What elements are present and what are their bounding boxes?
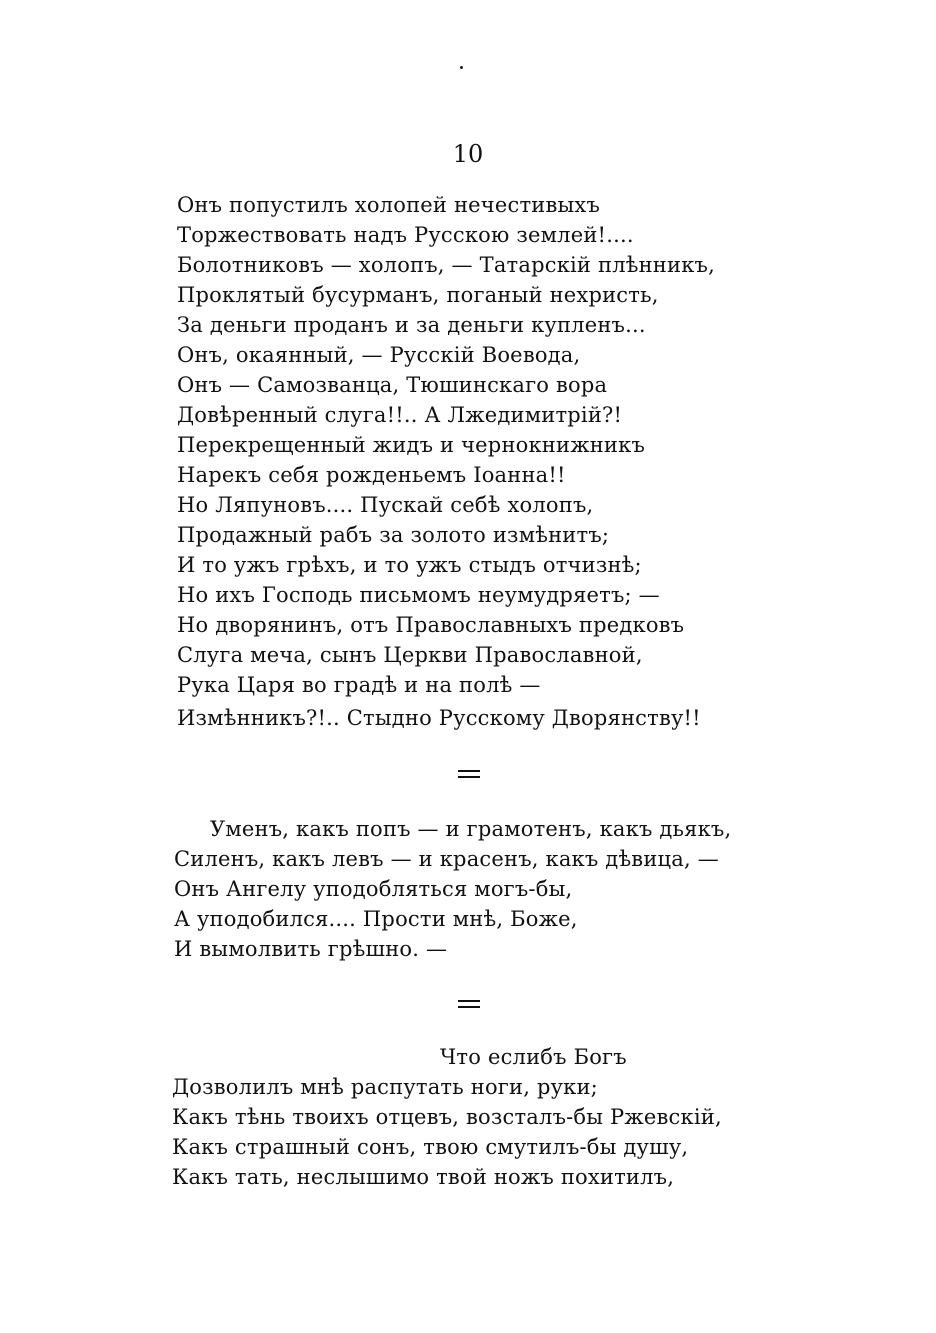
verse-line: Что еслибъ Богъ <box>440 1045 627 1069</box>
verse-line: И вымолвить грѣшно. — <box>174 937 448 961</box>
verse-line: Уменъ, какъ попъ — и грамотенъ, какъ дьякъ, <box>210 817 732 841</box>
verse-line: Довѣренный слуга!!.. А Лжедимитрій?! <box>177 403 623 427</box>
verse-line: А уподобился.... Прости мнѣ, Боже, <box>174 907 578 931</box>
verse-line: Продажный рабъ за золото измѣнитъ; <box>177 523 610 547</box>
verse-line: Какъ тать, неслышимо твой ножъ похитилъ, <box>172 1165 675 1189</box>
verse-line: Нарекъ себя рожденьемъ Іоанна!! <box>177 463 566 487</box>
section-divider <box>458 1000 480 1008</box>
verse-line: Измѣнникъ?!.. Стыдно Русскому Дворянству!! <box>177 706 701 730</box>
verse-line: Какъ страшный сонъ, твою смутилъ-бы душу, <box>172 1135 689 1159</box>
verse-line: Торжествовать надъ Русскою землей!.... <box>177 223 634 247</box>
verse-line: Какъ тѣнь твоихъ отцевъ, возсталъ-бы Ржевскій, <box>172 1105 722 1129</box>
verse-line: Дозволилъ мнѣ распутать ноги, руки; <box>172 1075 598 1099</box>
verse-line: Онъ, окаянный, — Русскій Воевода, <box>177 343 581 367</box>
verse-line: Слуга меча, сынъ Церкви Православной, <box>177 643 643 667</box>
verse-line: Проклятый бусурманъ, поганый нехристь, <box>177 283 659 307</box>
page-number: 10 <box>452 140 484 168</box>
verse-line: Силенъ, какъ левъ — и красенъ, какъ дѣвица, — <box>174 847 719 871</box>
verse-line: Рука Царя во градѣ и на полѣ — <box>177 673 541 697</box>
verse-line: Перекрещенный жидъ и чернокнижникъ <box>177 433 646 457</box>
verse-line: Но ихъ Господь письмомъ неумудряетъ; — <box>177 583 660 607</box>
verse-line: Болотниковъ — холопъ, — Татарскій плѣнникъ, <box>177 253 715 277</box>
verse-line: За деньги проданъ и за деньги купленъ... <box>177 313 646 337</box>
print-speck <box>460 66 463 69</box>
verse-line: Онъ — Самозванца, Тюшинскаго вора <box>177 373 608 397</box>
verse-line: Но дворянинъ, отъ Православныхъ предковъ <box>177 613 685 637</box>
verse-line: И то ужъ грѣхъ, и то ужъ стыдъ отчизнѣ; <box>177 553 642 577</box>
verse-line: Но Ляпуновъ.... Пускай себѣ холопъ, <box>177 493 594 517</box>
verse-line: Онъ Ангелу уподобляться могъ-бы, <box>174 877 573 901</box>
verse-line: Онъ попустилъ холопей нечестивыхъ <box>177 193 601 217</box>
section-divider <box>458 770 480 778</box>
